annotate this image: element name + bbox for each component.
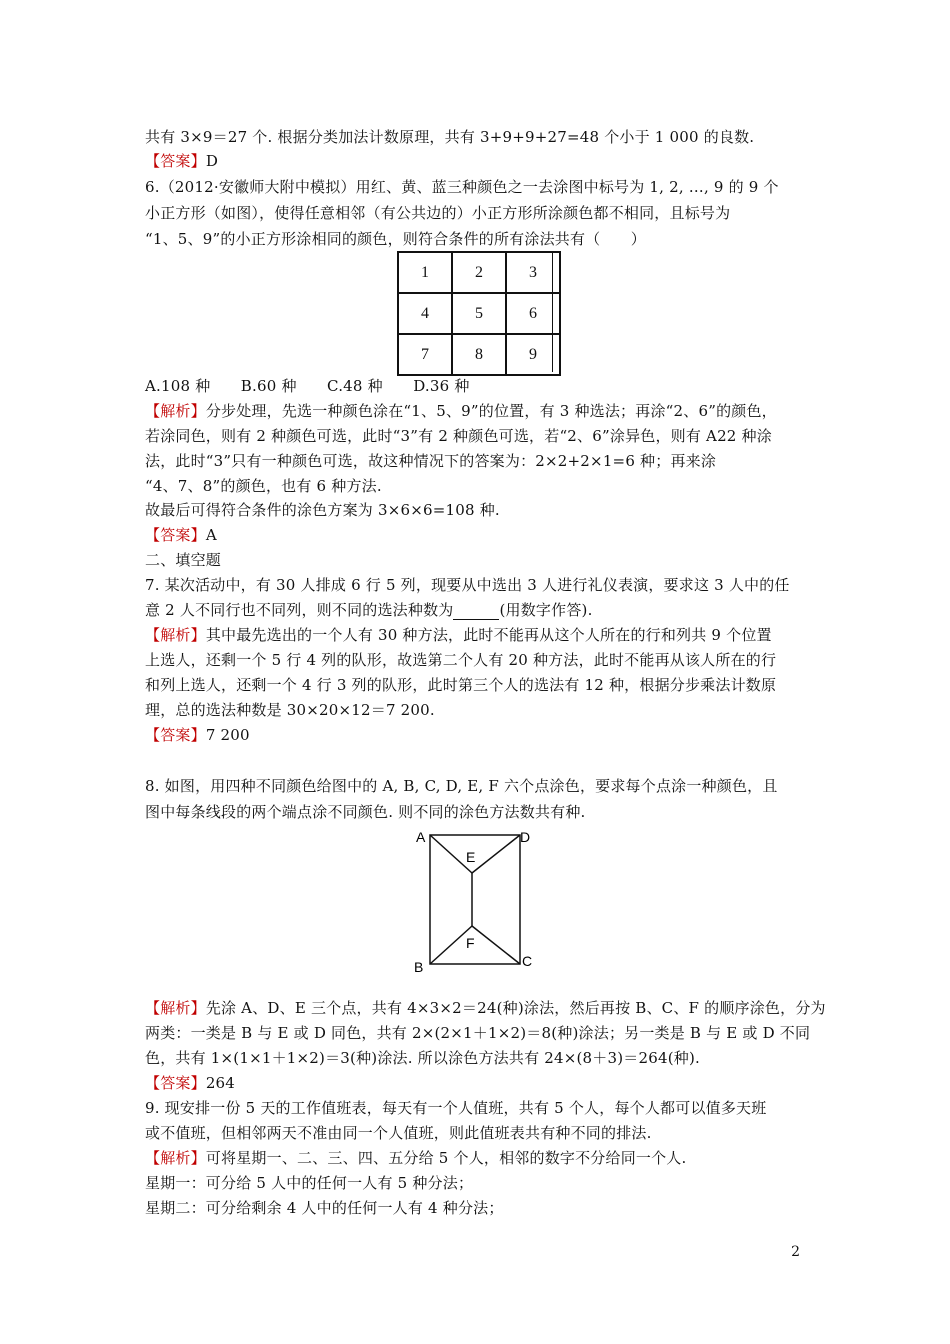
answer-tag: 【答案】 [145, 726, 206, 744]
label-a: A [416, 829, 426, 845]
answer-value: 7 200 [205, 726, 250, 744]
analysis-7-line-2: 上选人，还剩一个 5 行 4 列的队形，故选第二个人有 20 种方法，此时不能再从该人所在的行 [145, 651, 777, 669]
analysis-text: 其中最先选出的一个人有 30 种方法，此时不能再从这个人所在的行和列共 9 个位置 [205, 626, 772, 644]
label-e: E [466, 849, 476, 865]
question-6-line-3: “1、5、9”的小正方形涂相同的颜色，则符合条件的所有涂法共有（ ） [145, 230, 646, 248]
label-f: F [466, 935, 475, 951]
question-7-line-1: 7. 某次活动中，有 30 人排成 6 行 5 列，现要从中选出 3 人进行礼仪表演，要求这 3 人中的任 [145, 576, 790, 594]
question-7-text: 意 2 人不同行也不同列，则不同的选法种数为 [145, 601, 454, 619]
question-7-line-2 [145, 600, 593, 620]
question-9-line-1: 9. 现安排一份 5 天的工作值班表，每天有一个人值班，共有 5 个人，每个人都可以值多天班 [145, 1099, 767, 1117]
answer-value: A [205, 526, 217, 544]
label-c: C [522, 953, 533, 969]
page-number: 2 [791, 1244, 800, 1260]
answer-line-6 [145, 525, 217, 545]
question-9-line-2: 或不值班，但相邻两天不准由同一个人值班，则此值班表共有种不同的排法. [145, 1124, 652, 1142]
number-grid-figure [397, 251, 561, 376]
analysis-text: 分步处理，先选一种颜色涂在“1、5、9”的位置，有 3 种选法；再涂“2、6”的颜色， [205, 402, 777, 420]
analysis-tag: 【解析】 [145, 626, 206, 644]
analysis-6-line-2: 若涂同色，则有 2 种颜色可选，此时“3”有 2 种颜色可选，若“2、6”涂异色，则有 A22 种涂 [145, 427, 772, 445]
grid-cell: 9 [506, 334, 560, 375]
analysis-9-line-1 [145, 1148, 686, 1168]
question-7-text-end: (用数字作答). [499, 601, 593, 619]
analysis-text: 可将星期一、二、三、四、五分给 5 个人，相邻的数字不分给同一个人. [205, 1149, 687, 1167]
analysis-6-line-1 [145, 401, 777, 421]
grid-cell: 8 [452, 334, 506, 375]
analysis-8-line-1 [145, 998, 826, 1018]
label-b: B [414, 959, 424, 975]
answer-tag: 【答案】 [145, 526, 206, 544]
analysis-tag: 【解析】 [145, 1149, 206, 1167]
grid-extra-line [552, 251, 553, 372]
analysis-tag: 【解析】 [145, 999, 206, 1017]
grid-cell: 3 [506, 252, 560, 293]
question-8-line-2: 图中每条线段的两个端点涂不同颜色. 则不同的涂色方法数共有种. [145, 803, 586, 821]
answer-line-8 [145, 1073, 235, 1093]
answer-tag: 【答案】 [145, 152, 206, 170]
question-6-line-1: 6.（2012·安徽师大附中模拟）用红、黄、蓝三种颜色之一去涂图中标号为 1, 2, …, 9 的 9 个 [145, 178, 779, 196]
analysis-9-line-2: 星期一：可分给 5 人中的任何一人有 5 种分法； [145, 1174, 474, 1192]
question-6-options: A.108 种 B.60 种 C.48 种 D.36 种 [145, 377, 470, 395]
question-8-line-1: 8. 如图，用四种不同颜色给图中的 A, B, C, D, E, F 六个点涂色，要求每个点涂一种颜色，且 [145, 777, 778, 795]
grid-cell: 4 [398, 293, 452, 334]
answer-blank [453, 605, 499, 620]
grid-cell: 6 [506, 293, 560, 334]
analysis-6-line-5: 故最后可得符合条件的涂色方案为 3×6×6=108 种. [145, 501, 500, 519]
edge-c-f [472, 926, 520, 964]
label-d: D [520, 829, 531, 845]
analysis-tag: 【解析】 [145, 402, 206, 420]
answer-tag: 【答案】 [145, 1074, 206, 1092]
question-6-line-2: 小正方形（如图），使得任意相邻（有公共边的）小正方形所涂颜色都不相同，且标号为 [145, 204, 731, 222]
analysis-6-line-3: 法，此时“3”只有一种颜色可选，故这种情况下的答案为：2×2+2×1=6 种；再来涂 [145, 452, 717, 470]
answer-value: D [205, 152, 219, 170]
edge-d-e [472, 835, 520, 873]
analysis-8-line-2: 两类：一类是 B 与 E 或 D 同色，共有 2×(2×1＋1×2)＝8(种)涂法；另一类是 B 与 E 或 D 不同 [145, 1024, 811, 1042]
grid-cell: 7 [398, 334, 452, 375]
analysis-text: 先涂 A、D、E 三个点，共有 4×3×2＝24(种)涂法，然后再按 B、C、F 的顺序涂色，分为 [205, 999, 826, 1017]
answer-line-7 [145, 725, 250, 745]
analysis-7-line-3: 和列上选人，还剩一个 4 行 3 列的队形，此时第三个人的选法有 12 种，根据分步乘法计数原 [145, 676, 777, 694]
analysis-6-line-4: “4、7、8”的颜色，也有 6 种方法. [145, 477, 382, 495]
graph-figure [410, 826, 540, 976]
grid-cell: 1 [398, 252, 452, 293]
answer-line-1 [145, 151, 218, 171]
grid-cell: 2 [452, 252, 506, 293]
answer-value: 264 [205, 1074, 236, 1092]
analysis-9-line-3: 星期二：可分给剩余 4 人中的任何一人有 4 种分法； [145, 1199, 504, 1217]
text-line-1: 共有 3×9＝27 个. 根据分类加法计数原理，共有 3+9+9+27=48 个小于 1 000 的良数. [145, 128, 755, 146]
section-heading: 二、填空题 [145, 551, 222, 569]
grid-cell: 5 [452, 293, 506, 334]
analysis-7-line-1 [145, 625, 772, 645]
analysis-8-line-3: 色，共有 1×(1×1＋1×2)＝3(种)涂法. 所以涂色方法共有 24×(8＋3)＝264(种). [145, 1049, 700, 1067]
analysis-7-line-4: 理，总的选法种数是 30×20×12＝7 200. [145, 701, 435, 719]
